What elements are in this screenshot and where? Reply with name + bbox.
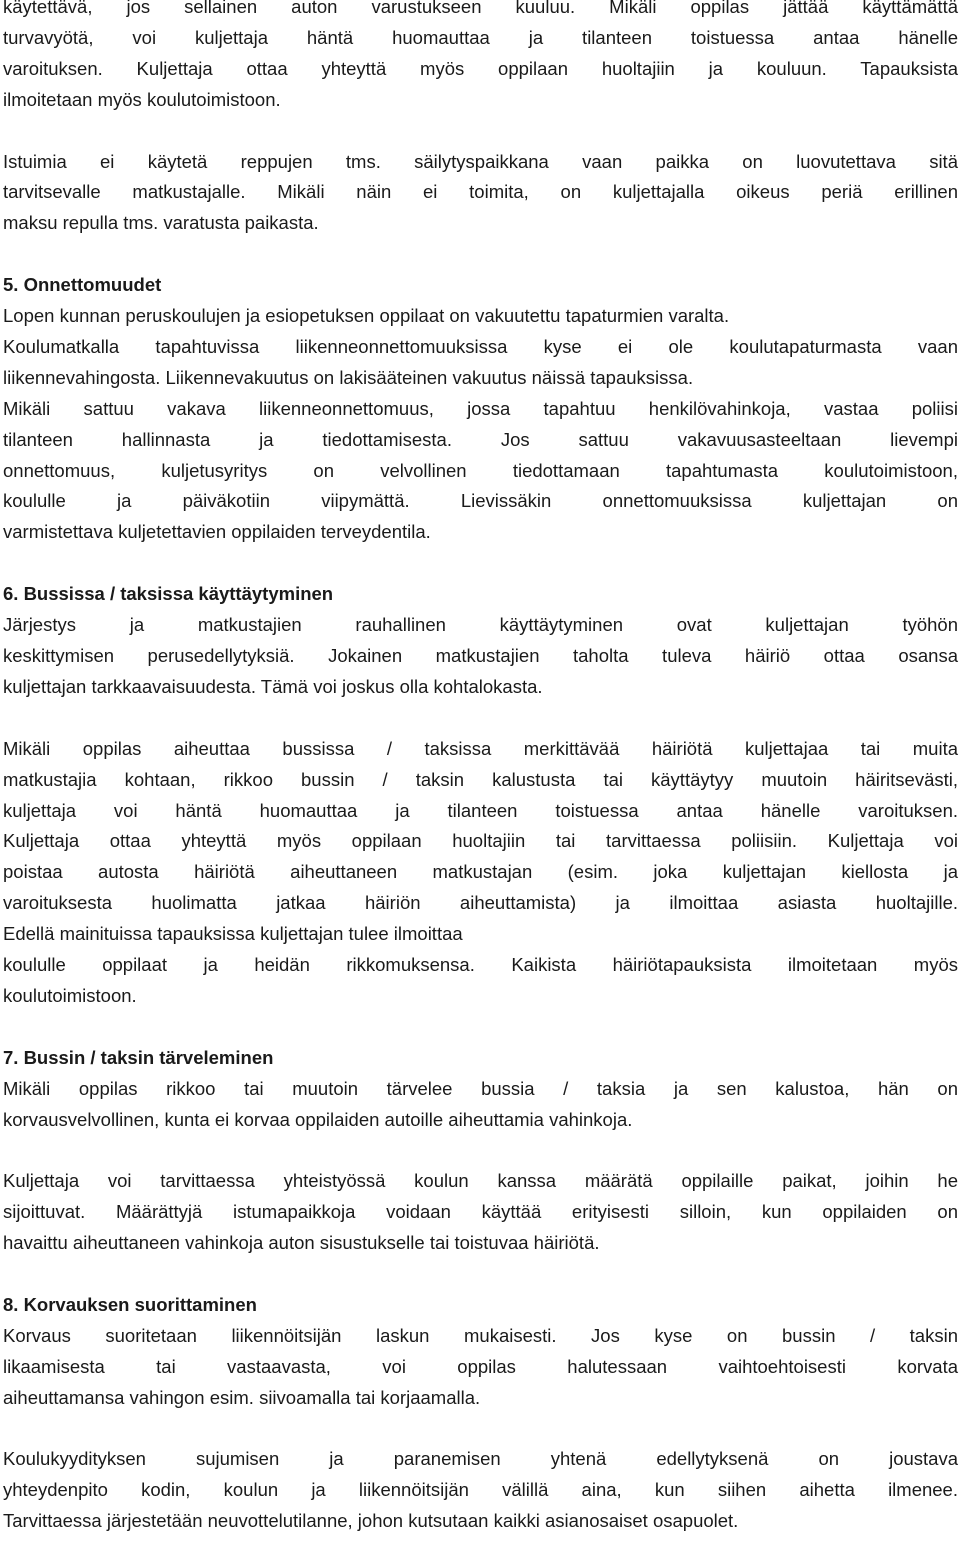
- text-line: varoituksen. Kuljettaja ottaa yhteyttä myös oppilaan huoltajiin ja kouluun. Tapauksista: [3, 57, 958, 79]
- text-line: Järjestys ja matkustajien rauhallinen käyttäytyminen ovat kuljettajan työhön: [3, 614, 958, 636]
- text-line: kuljettajan tarkkaavaisuudesta. Tämä voi joskus olla kohtalokasta.: [3, 675, 543, 697]
- text-line: Edellä mainituissa tapauksissa kuljettajan tulee ilmoittaa: [3, 923, 463, 945]
- text-line: Istuimia ei käytetä reppujen tms. säilytyspaikkana vaan paikka on luovutettava sitä: [3, 150, 958, 172]
- text-line: keskittymisen perusedellytyksiä. Jokainen matkustajien taholta tuleva häiriö ottaa osansa: [3, 644, 958, 666]
- text-line: likaamisesta tai vastaavasta, voi oppilas halutessaan vaihtoehtoisesti korvata: [3, 1355, 958, 1377]
- text-line: yhteydenpito kodin, koulun ja liikennöitsijän välillä aina, kun siihen aihetta ilmenee.: [3, 1479, 958, 1501]
- text-line: kuljettaja voi häntä huomauttaa ja tilanteen toistuessa antaa hänelle varoituksen.: [3, 799, 958, 821]
- section-7-paragraph-2: [3, 1166, 958, 1259]
- section-7-heading: 7. Bussin / taksin tärveleminen: [3, 1046, 274, 1068]
- text-line: Koulukyydityksen sujumisen ja paranemisen yhtenä edellytyksenä on joustava: [3, 1448, 958, 1470]
- text-line: Tarvittaessa järjestetään neuvottelutilanne, johon kutsutaan kaikki asianosaiset osapuolet.: [3, 1510, 739, 1532]
- text-line: varmistettava kuljetettavien oppilaiden terveydentila.: [3, 521, 431, 543]
- intro-paragraph: [3, 0, 958, 116]
- section-6-paragraph-1: [3, 610, 958, 703]
- section-5-paragraph: [3, 301, 958, 548]
- section-8-paragraph-2: [3, 1444, 958, 1537]
- text-line: Korvaus suoritetaan liikennöitsijän laskun mukaisesti. Jos kyse on bussin / taksin: [3, 1324, 958, 1346]
- text-line: liikennevahingosta. Liikennevakuutus on lakisääteinen vakuutus näissä tapauksissa.: [3, 366, 694, 388]
- text-line: Mikäli oppilas rikkoo tai muutoin tärvelee bussia / taksia ja sen kalustoa, hän on: [3, 1077, 958, 1099]
- section-8-paragraph-1: [3, 1321, 958, 1414]
- text-line: onnettomuus, kuljetusyritys on velvollinen tiedottamaan tapahtumasta koulutoimistoon,: [3, 459, 958, 481]
- text-line: matkustajia kohtaan, rikkoo bussin / taksin kalustusta tai käyttäytyy muutoin häiritsevästi,: [3, 768, 958, 790]
- section-6-heading: 6. Bussissa / taksissa käyttäytyminen: [3, 583, 334, 605]
- text-line: korvausvelvollinen, kunta ei korvaa oppilaiden autoille aiheuttamia vahinkoja.: [3, 1108, 633, 1130]
- text-line: maksu repulla tms. varatusta paikasta.: [3, 212, 319, 234]
- text-line: koulutoimistoon.: [3, 984, 137, 1006]
- section-7-paragraph-1: [3, 1074, 958, 1136]
- text-line: Kuljettaja voi tarvittaessa yhteistyössä koulun kanssa määrätä oppilaille paikat, joihin he: [3, 1170, 958, 1192]
- text-line: Koulumatkalla tapahtuvissa liikenneonnettomuuksissa kyse ei ole koulutapaturmasta vaan: [3, 335, 958, 357]
- text-line: Lopen kunnan peruskoulujen ja esiopetuksen oppilaat on vakuutettu tapaturmien varalta.: [3, 305, 730, 327]
- text-line: koululle ja päiväkotiin viipymättä. Lievissäkin onnettomuuksissa kuljettajan on: [3, 490, 958, 512]
- text-line: ilmoitetaan myös koulutoimistoon.: [3, 88, 281, 110]
- text-line: koululle oppilaat ja heidän rikkomuksensa. Kaikista häiriötapauksista ilmoitetaan myös: [3, 954, 958, 976]
- text-line: Mikäli sattuu vakava liikenneonnettomuus, jossa tapahtuu henkilövahinkoja, vastaa poliisi: [3, 397, 958, 419]
- text-line: havaittu aiheuttaneen vahinkoja auton sisustukselle tai toistuvaa häiriötä.: [3, 1232, 600, 1254]
- section-5-heading: 5. Onnettomuudet: [3, 274, 162, 296]
- text-line: sijoittuvat. Määrättyjä istumapaikkoja voidaan käyttää erityisesti silloin, kun oppilaiden on: [3, 1201, 958, 1223]
- text-line: Mikäli oppilas aiheuttaa bussissa / taksissa merkittävää häiriötä kuljettajaa tai muita: [3, 737, 958, 759]
- document-page: [3, 0, 958, 1537]
- section-6-paragraph-2: [3, 734, 958, 1012]
- text-line: tarvitsevalle matkustajalle. Mikäli näin ei toimita, on kuljettajalla oikeus periä erillinen: [3, 181, 958, 203]
- text-line: käytettävä, jos sellainen auton varustukseen kuuluu. Mikäli oppilas jättää käyttämättä: [3, 0, 958, 17]
- section-8-heading: 8. Korvauksen suorittaminen: [3, 1293, 257, 1315]
- text-line: Kuljettaja ottaa yhteyttä myös oppilaan huoltajiin tai tarvittaessa poliisiin. Kuljettaja voi: [3, 830, 958, 852]
- text-line: aiheuttamansa vahingon esim. siivoamalla tai korjaamalla.: [3, 1386, 481, 1408]
- text-line: tilanteen hallinnasta ja tiedottamisesta. Jos sattuu vakavuusasteeltaan lievempi: [3, 428, 958, 450]
- text-line: turvavyötä, voi kuljettaja häntä huomauttaa ja tilanteen toistuessa antaa hänelle: [3, 26, 958, 48]
- text-line: varoituksesta huolimatta jatkaa häiriön aiheuttamista) ja ilmoittaa asiasta huoltajille.: [3, 892, 958, 914]
- seats-paragraph: [3, 147, 958, 240]
- text-line: poistaa autosta häiriötä aiheuttaneen matkustajan (esim. joka kuljettajan kiellosta ja: [3, 861, 958, 883]
